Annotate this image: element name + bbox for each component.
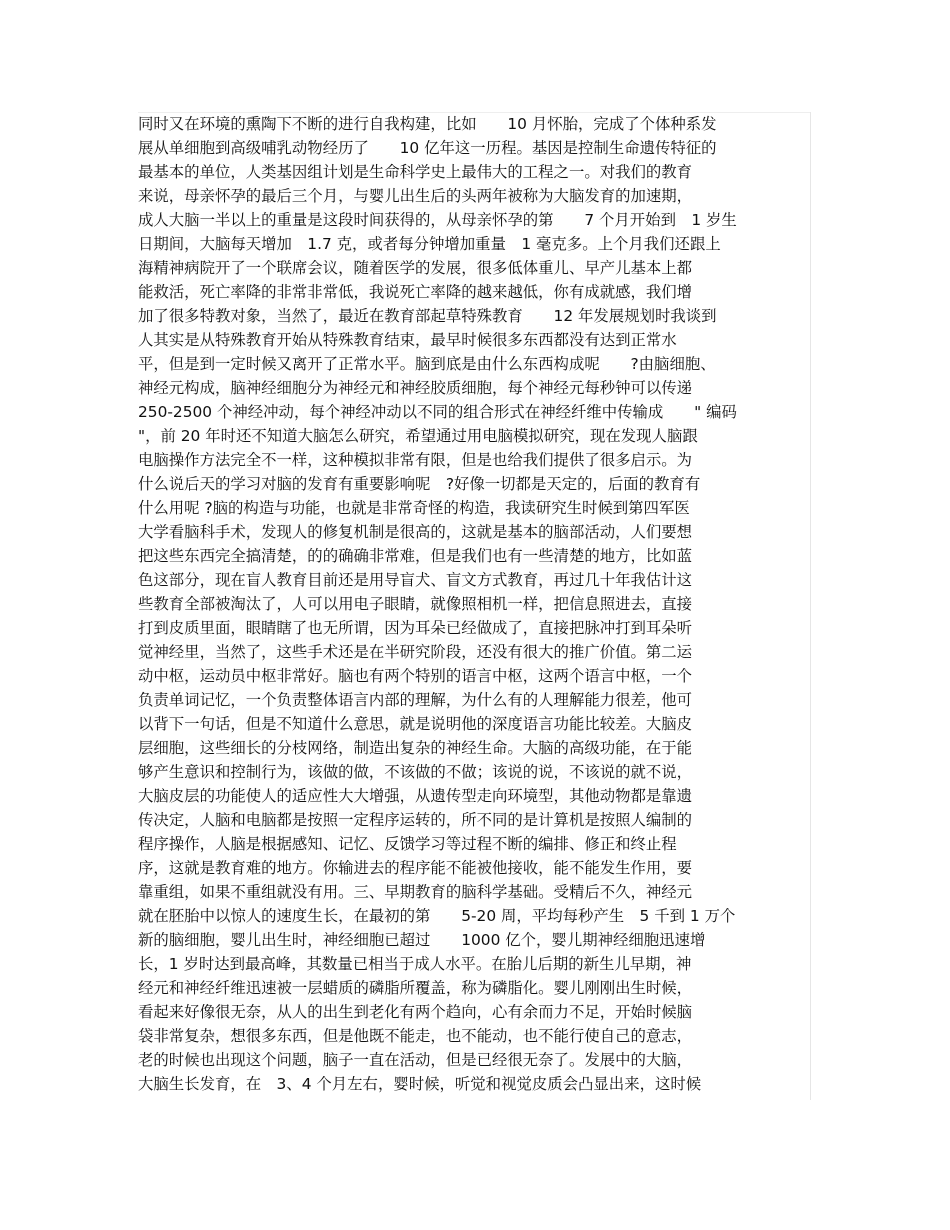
text-line: 什么用呢 ?脑的构造与功能，也就是非常奇怪的构造，我读研究生时候到第四军医 bbox=[138, 499, 690, 517]
text-line: 层细胞，这些细长的分枝网络，制造出复杂的神经生命。大脑的高级功能，在于能 bbox=[138, 739, 693, 757]
body-text bbox=[138, 112, 812, 1102]
text-line: 展从单细胞到高级哺乳动物经历了 10 亿年这一历程。基因是控制生命遗传特征的 bbox=[138, 139, 717, 157]
text-line: 最基本的单位，人类基因组计划是生命科学史上最伟大的工程之一。对我们的教育 bbox=[138, 163, 693, 181]
text-line: 够产生意识和控制行为，该做的做，不该做的不做；该说的说，不该说的就不说， bbox=[138, 763, 693, 781]
text-line: 什么说后天的学习对脑的发育有重要影响呢 ?好像一切都是天定的，后面的教育有 bbox=[138, 475, 701, 493]
text-line: 电脑操作方法完全不一样，这种模拟非常有限，但是也给我们提供了很多启示。为 bbox=[138, 451, 693, 469]
text-line: 袋非常复杂，想很多东西，但是他既不能走，也不能动，也不能行使自己的意志， bbox=[138, 1027, 693, 1045]
text-line: 序，这就是教育难的地方。你输进去的程序能不能被他接收，能不能发生作用，要 bbox=[138, 859, 693, 877]
text-line: 老的时候也出现这个问题，脑子一直在活动，但是已经很无奈了。发展中的大脑， bbox=[138, 1051, 693, 1069]
text-line: 就在胚胎中以惊人的速度生长，在最初的第 5-20 周，平均每秒产生 5 千到 1 万个 bbox=[138, 907, 736, 925]
text-line: 把这些东西完全搞清楚，的的确确非常难，但是我们也有一些清楚的地方，比如蓝 bbox=[138, 547, 693, 565]
text-line: 色这部分，现在盲人教育目前还是用导盲犬、盲文方式教育，再过几十年我估计这 bbox=[138, 571, 693, 589]
text-line: 大脑生长发育，在 3、4 个月左右，婴时候，听觉和视觉皮质会凸显出来，这时候 bbox=[138, 1075, 702, 1093]
text-line: 打到皮质里面，眼睛瞎了也无所谓，因为耳朵已经做成了，直接把脉冲打到耳朵听 bbox=[138, 619, 693, 637]
text-line: 海精神病院开了一个联席会议，随着医学的发展，很多低体重儿、早产儿基本上都 bbox=[138, 259, 693, 277]
text-line: 来说，母亲怀孕的最后三个月，与婴儿出生后的头两年被称为大脑发育的加速期， bbox=[138, 187, 693, 205]
text-line: 大脑皮层的功能使人的适应性大大增强，从遗传型走向环境型，其他动物都是靠遗 bbox=[138, 787, 693, 805]
text-line: 日期间，大脑每天增加 1.7 克，或者每分钟增加重量 1 毫克多。上个月我们还跟上 bbox=[138, 235, 721, 253]
text-line: 看起来好像很无奈，从人的出生到老化有两个趋向，心有余而力不足，开始时候脑 bbox=[138, 1003, 693, 1021]
text-line: 经元和神经纤维迅速被一层蜡质的磷脂所覆盖，称为磷脂化。婴儿刚刚出生时候， bbox=[138, 979, 693, 997]
text-line: 能救活，死亡率降的非常非常低，我说死亡率降的越来越低，你有成就感，我们增 bbox=[138, 283, 693, 301]
text-line: 些教育全部被淘汰了，人可以用电子眼睛，就像照相机一样，把信息照进去，直接 bbox=[138, 595, 693, 613]
text-line: 大学看脑科手术，发现人的修复机制是很高的，这就是基本的脑部活动，人们要想 bbox=[138, 523, 693, 541]
text-line: 程序操作，人脑是根据感知、记忆、反馈学习等过程不断的编排、修正和终止程 bbox=[138, 835, 677, 853]
text-line: 人其实是从特殊教育开始从特殊教育结束，最早时候很多东西都没有达到正常水 bbox=[138, 331, 677, 349]
text-line: 成人大脑一半以上的重量是这段时间获得的，从母亲怀孕的第 7 个月开始到 1 岁生 bbox=[138, 211, 737, 229]
text-line: 长，1 岁时达到最高峰，其数量已相当于成人水平。在胎儿后期的新生儿早期，神 bbox=[138, 955, 692, 973]
text-line: 新的脑细胞，婴儿出生时，神经细胞已超过 1000 亿个，婴儿期神经细胞迅速增 bbox=[138, 931, 706, 949]
text-line: 250-2500 个神经冲动，每个神经冲动以不同的组合形式在神经纤维中传输成 " 编码 bbox=[138, 403, 737, 421]
text-line: 神经元构成，脑神经细胞分为神经元和神经胶质细胞，每个神经元每秒钟可以传递 bbox=[138, 379, 693, 397]
text-line: "，前 20 年时还不知道大脑怎么研究，希望通过用电脑模拟研究，现在发现人脑跟 bbox=[138, 427, 698, 445]
text-line: 同时又在环境的熏陶下不断的进行自我构建，比如 10 月怀胎，完成了个体种系发 bbox=[138, 115, 717, 133]
text-line: 负责单词记忆，一个负责整体语言内部的理解，为什么有的人理解能力很差，他可 bbox=[138, 691, 693, 709]
text-line: 传决定，人脑和电脑都是按照一定程序运转的，所不同的是计算机是按照人编制的 bbox=[138, 811, 693, 829]
text-line: 以背下一句话，但是不知道什么意思，就是说明他的深度语言功能比较差。大脑皮 bbox=[138, 715, 693, 733]
text-line: 动中枢，运动员中枢非常好。脑也有两个特别的语言中枢，这两个语言中枢，一个 bbox=[138, 667, 693, 685]
text-line: 靠重组，如果不重组就没有用。三、早期教育的脑科学基础。受精后不久，神经元 bbox=[138, 883, 693, 901]
text-line: 加了很多特教对象，当然了，最近在教育部起草特殊教育 12 年发展规划时我谈到 bbox=[138, 307, 717, 325]
text-line: 觉神经里，当然了，这些手术还是在半研究阶段，还没有很大的推广价值。第二运 bbox=[138, 643, 693, 661]
text-line: 平，但是到一定时候又离开了正常水平。脑到底是由什么东西构成呢 ?由脑细胞、 bbox=[138, 355, 716, 373]
